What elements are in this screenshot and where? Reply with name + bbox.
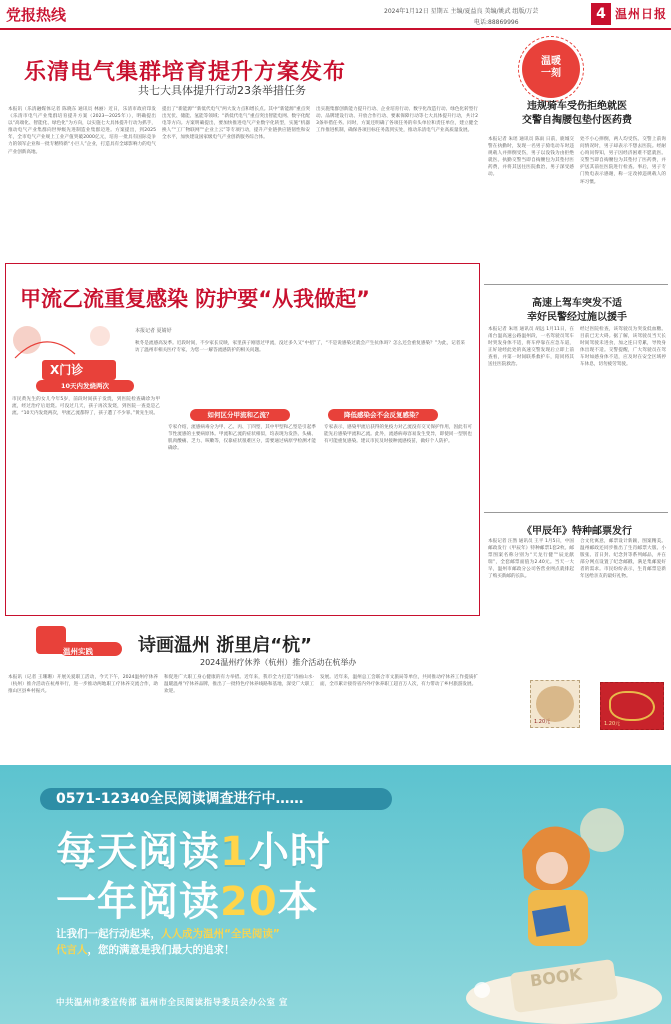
article-column: 和促进广大职工身心健康的有力举措。近年来，我市全力打造“诗画山水·温暖温州”疗休养品牌，推出了一批特色疗休养线路和基地，深受广大职工欢迎。 <box>164 675 314 695</box>
feature-column: 市民黄先生的女儿今年5岁，前段时间孩子发烧，到医院检查确诊为甲流，经过治疗后退烧。可没过几天，孩子再次发烧，到医院一查竟是乙流。“10天内发烧两次，甲流乙流都得了，孩子遭了不少罪。”黄先生说。 <box>12 397 160 417</box>
section-name: 党报热线 <box>6 6 67 24</box>
article-title: 交警自掏腰包垫付医药费 <box>522 115 632 126</box>
slogan-text: 让我们一起行动起来， <box>56 928 161 940</box>
logo-label: 温州实践 <box>63 647 93 656</box>
banner-headline <box>56 820 331 877</box>
article-title: 幸好民警经过施以援手 <box>527 312 627 323</box>
divider <box>484 512 668 513</box>
article-column: 经过医院检查，该驾驶员为突发低血糖。目前已无大碍。据了解，该驾驶员当天长时间驾驶未进食，加之连日劳累，导致身体出现不适。交警提醒，广大驾驶员在驾车时如感身体不适，应及时在安全区域停车休息，切勿疲劳驾驶。 <box>580 327 666 368</box>
article-title: 乐清电气集群培育提升方案发布 <box>24 60 347 85</box>
article-subtitle: 共七大具体提升行动23条举措任务 <box>138 84 306 97</box>
headline-number: 1 <box>220 829 249 875</box>
dragon-stamp-image <box>530 680 580 728</box>
feature-subhead: 降低感染会不会反复感染？ <box>328 409 438 421</box>
issue-info: 2024年1月12日 星期五 主编/夏益良 美编/姚武 组版/万芸 <box>384 8 539 15</box>
headline-text: 本 <box>277 879 319 925</box>
article-column: 本报记者 汪然 通讯员 王平 1月5日，中国邮政发行《甲辰年》特种邮票1套2枚。邮票图案名称分别为“天龙行健”“辰龙献瑞”，全套邮票面值为2.40元。当天一大早，温州市邮政分公司各营业网点就排起了购买新邮的长队。 <box>488 539 574 580</box>
article-column: 本报讯（乐清融媒体记者 陈晓东 通讯员 林丽）近日，乐清市政府印发《乐清市电气产业集群培育提升方案（2023—2025年）》，明确提出以“高端化、智能化、绿色化”为方向，以实施七大具体提升行动为抓手，推动电气产业集群向世界级先进制造业集群迈进。方案提出，到2025年，全市电气产业规上工业产值突破2000亿元，培育一批具有国际竞争力的领军企业和一批专精特新“小巨人”企业，打造具有全球影响力的电气产业创新高地。 <box>8 107 156 155</box>
article-column: 发展。近年来，温州总工会联合市文旅局等单位，共同推动疗休养工作提质扩面，全市累计接待省内外疗休养职工超百万人次，有力带动了乡村旅游发展。 <box>320 675 478 688</box>
badge-line: 温暖 <box>541 56 561 67</box>
reporter-line: 本报记者 夏婧妤 <box>135 328 172 334</box>
book-label: BOOK <box>528 964 583 991</box>
banner-headline <box>56 870 319 927</box>
stamp-value: 1.20元 <box>604 721 621 727</box>
slogan-highlight: 代言人 <box>56 944 88 956</box>
article-title: 违规骑车受伤拒绝就医 <box>527 101 627 112</box>
banner-sponsor: 中共温州市委宣传部 温州市全民阅读指导委员会办公室 宣 <box>56 998 288 1008</box>
divider <box>484 284 668 285</box>
article-title: 高速上驾车突发不适 <box>532 298 622 309</box>
paper-name: 温州日报 <box>615 7 668 21</box>
dragon-stamp-image <box>600 682 664 730</box>
column-badge: X门诊 <box>42 360 116 380</box>
badge-line: 一刻 <box>541 68 561 79</box>
headline-number: 20 <box>220 879 278 925</box>
slogan-text: ，您的满意是我们最大的追求！ <box>87 944 235 956</box>
article-column: 本报记者 朱瑶 通讯员 胡远 1月11日，在甬台温高速公路温州段，一名驾驶员驾车时突发身体不适，将车停靠在应急车道，正好途经此处的高速交警发现后立即上前查看，并第一时间联系救护车，陪同将其送往医院救治。 <box>488 327 574 368</box>
issue-sub: 电话:88869996 <box>474 19 519 26</box>
warm-moment-badge <box>522 40 580 98</box>
headline-text: 小时 <box>248 829 331 875</box>
stamp-value: 1.20元 <box>534 719 551 725</box>
article-column: 处不小心摔倒，两人均受伤。交警上前询问情况时，男子却表示不想去医院。经耐心询问得知，男子因经济困难不愿就医。交警当即自掏腰包为其垫付了医药费，并护送其前往医院进行检查。事后，男子专门致电表示感谢，称一定改掉违规载人的坏习惯。 <box>580 137 666 185</box>
feature-column: 专家介绍，流感病毒分为甲、乙、丙、丁四型，其中甲型和乙型是引起季节性流感的主要病原体。甲流和乙流的症状相似，均表现为发热、头痛、肌肉酸痛、乏力、咳嗽等，仅靠症状很难区分，需要通过病原学检测才能确诊。 <box>168 425 316 452</box>
slogan-highlight: 人人成为温州“全民阅读” <box>161 928 280 940</box>
article-title: 《甲辰年》特种邮票发行 <box>522 526 632 537</box>
hotline-pill: 0571-12340全民阅读调查进行中…… <box>40 788 392 810</box>
article-column: 合文化寓意，邮票设计新颖，图案精美。温州邮政还同步推出了生肖邮票大版、小版张、首日封、纪念封等系列邮品，并在部分网点设置了纪念邮戳，满足集邮爱好者的需求。市民纷纷表示，生肖邮票是新年送给亲友的最好礼物。 <box>580 539 666 580</box>
wenzhou-practice-logo <box>30 620 126 670</box>
headline-text: 每天阅读 <box>56 829 220 875</box>
feature-title: 甲流乙流重复感染 防护要“从我做起” <box>20 287 370 311</box>
feature-column: 专家表示，感染甲流后获得的免疫力对乙流没有交叉保护作用，因此有可能先后感染甲流和乙流。此外，流感病毒容易发生变异，即使同一型别也有可能重复感染。建议市民及时接种流感疫苗，做好个人防护。 <box>324 425 472 445</box>
reading-girl-illustration <box>452 790 671 1024</box>
masthead <box>0 0 671 30</box>
page-number: 4 <box>591 3 611 25</box>
banner-slogan <box>56 926 280 941</box>
feature-subhead: 如何区分甲流和乙流？ <box>190 409 290 421</box>
article-column: 本报讯（记者 王珊珊）开展关爱职工活动，今天下午，2024温州疗休养（杭州）推介活动在杭州举行，进一步推动两地职工疗休养交流合作，助推山区县乡村振兴。 <box>8 675 158 695</box>
feature-subhead: 10天内发烧两次 <box>36 380 134 392</box>
article-column: 提出了“新能源”“新低代电气”两大发力点和增长点。其中“新能源”重点突出光伏、储能、氢能等领域；“新低代电气”重点突出智能电网、数字化配电等方向。方案明确提出，要加快推进电气产业数字化转型，实施“机器换人”“工厂物联网”“企业上云”等专项行动，提升产业链供应链韧性和安全水平，加快建设国家级电气产业创新服务综合体。 <box>162 107 310 141</box>
article-column: 本报记者 朱瑶 通讯员 陈雨 日前，鹿城交警在执勤时，发现一名男子骑电动车时违规载人并摔倒受伤，男子以没钱为由拒绝就医。执勤交警当即自掏腰包为其垫付医药费，并将其送往医院救治，男子深受感动。 <box>488 137 574 178</box>
article-subtitle: 2024温州疗休养（杭州）推介活动在杭举办 <box>200 658 357 667</box>
headline-text: 一年阅读 <box>56 879 220 925</box>
banner-slogan <box>56 942 235 957</box>
feature-intro: 秋冬是流感高发季。近段时间，不少家长反映，家里孩子刚患过甲流，没过多久又“中招”了，“不是说感染过就会产生抗体吗？怎么还会重复感染？”为此，记者采访了温州市相关医疗专家，为您一一解答流感防护的相关问题。 <box>135 341 465 354</box>
article-title: 诗画温州 浙里启“杭” <box>138 635 312 656</box>
article-column: 出实施集群创新能力提升行动、企业培育行动、数字化改造行动、绿色化转型行动、品牌建设行动、开放合作行动、要素保障行动等七大具体提升行动，共计23条举措任务。同时，方案还明确了各项任务的牵头单位和责任单位，建立健全工作推进机制，确保各项目标任务落到实处，推动乐清电气产业高质量发展。 <box>316 107 478 134</box>
